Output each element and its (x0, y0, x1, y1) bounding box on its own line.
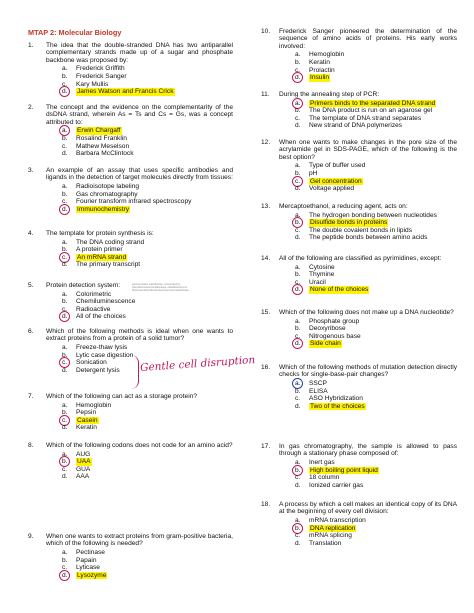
option-b[interactable]: b. UAA (62, 458, 233, 466)
option-list (62, 183, 233, 213)
question-8 (28, 442, 233, 481)
question-text: When one wants to make changes in the pore size of the acrylamide gel in SDS-PAGE, which of the following is the best option? (279, 139, 457, 161)
highlighted-answer: Casein (77, 416, 98, 424)
option-a[interactable]: a. Type of buffer used (295, 162, 366, 170)
option-a[interactable]: a. Pectinase (62, 548, 105, 556)
option-a[interactable]: a. SSCP (295, 380, 457, 388)
option-b[interactable]: b. DNA replication (295, 524, 457, 532)
option-c[interactable]: c. Kary Mullis (62, 80, 109, 88)
highlighted-answer: Two of the choices (310, 402, 365, 410)
option-a[interactable]: a. AUG (62, 450, 91, 458)
option-d[interactable]: d. James Watson and Francis Crick (62, 88, 233, 96)
highlighted-answer: Immunochemistry (77, 205, 130, 213)
margin-note: Gamma-linked, carbohydrate, cross-linked by, Chemiluminescence/radiopaque, radiolabel/enzyme. Fluorescent/chemiluminescence/enzyme/radioisotope. (132, 283, 190, 292)
question-text: Which of the following does not make up a DNA nucleotide? (279, 309, 454, 316)
option-list (295, 459, 457, 489)
question-number: 11. (261, 91, 270, 98)
answer-circle (292, 284, 303, 295)
option-list (295, 317, 457, 347)
question-number: 10. (261, 28, 271, 35)
option-a[interactable]: a. mRNA transcription (295, 516, 366, 524)
option-a[interactable]: a. The DNA coding strand (62, 238, 145, 246)
question-text: During the annealing step of PCR: (279, 91, 380, 98)
option-d[interactable]: d. New strand of DNA polymerizes (295, 122, 403, 130)
option-d[interactable]: d. Keratin (62, 424, 97, 432)
handwritten-note: Gentle cell disruption (139, 353, 256, 375)
question-3 (28, 167, 233, 213)
highlighted-answer: An mRNA strand (77, 253, 127, 261)
question-7 (28, 393, 233, 432)
highlighted-answer: Erwin Chargaff (77, 127, 121, 135)
question-10 (261, 28, 457, 82)
option-list (295, 162, 457, 192)
option-list (295, 99, 457, 129)
question-text: When one wants to extract proteins from gram-positive bacteria, which of the following is needed? (46, 533, 233, 548)
question-text: A process by which a cell makes an identical copy of its DNA at the beginning of every cell division: (279, 501, 457, 516)
question-text: The template for protein synthesis is: (46, 230, 154, 237)
option-d[interactable]: d. Detergent lysis (62, 366, 120, 374)
question-number: 8. (28, 442, 34, 449)
highlighted-answer: James Watson and Francis Crick (77, 88, 174, 96)
option-c[interactable]: c. Gel concentration (295, 177, 457, 185)
option-d[interactable]: d. The primary transcript (62, 261, 141, 269)
option-a[interactable]: a. Erwin Chargaff (62, 127, 233, 135)
question-number: 12. (261, 139, 271, 146)
option-b[interactable]: b. ELISA (295, 387, 328, 395)
option-list (62, 127, 233, 157)
option-d[interactable]: d. None of the choices (295, 286, 457, 294)
option-a[interactable]: a. Hemoglobin (62, 401, 112, 409)
question-text: Frederick Sanger pioneered the determination of the sequence of amino acids of proteins. His early works involved: (279, 28, 457, 50)
question-text: Mercaptoethanol, a reducing agent, acts on: (279, 203, 408, 210)
question-text: The concept and the evidence on the complementarity of the dsDNA strand, wherein As = Ts and Cs = Gs, was a concept attributed to: (46, 104, 233, 126)
answer-circle (292, 338, 303, 349)
highlighted-answer: Gel concentration (310, 177, 362, 185)
question-4 (28, 230, 233, 269)
answer-circle (59, 311, 70, 322)
option-list (295, 263, 457, 293)
question-12 (261, 139, 457, 193)
option-d[interactable]: d. Translation (295, 539, 342, 547)
option-c[interactable]: c. Mathew Meselson (62, 142, 130, 150)
option-c[interactable]: c. Nitrogenous base (295, 332, 361, 340)
question-text: Protein detection system: (46, 282, 121, 289)
question-text: In gas chromatography, the sample is allowed to pass through a stationary phase composed of: (279, 443, 457, 458)
option-b[interactable]: b. Frederick Sanger (62, 72, 127, 80)
option-d[interactable]: d. Two of the choices (295, 402, 365, 410)
question-text: The idea that the double-stranded DNA has two antiparallel complementary strands made up of a sugar and phosphate backbone was proposed by: (46, 42, 233, 64)
option-b[interactable]: b. Lytic case digestion (62, 351, 134, 359)
option-a[interactable]: a. Colorimetric (62, 290, 112, 298)
question-number: 17. (261, 443, 271, 450)
option-a[interactable]: a. The hydrogen bonding between nucleotides (295, 211, 437, 219)
option-d[interactable]: d. Immunochemistry (62, 206, 233, 214)
highlighted-answer: None of the choices (310, 286, 369, 294)
option-list (295, 517, 457, 547)
option-b[interactable]: b. High boiling point liquid (295, 466, 457, 474)
question-number: 1. (28, 42, 34, 49)
question-number: 14. (261, 255, 271, 262)
question-text: Which of the following can act as a storage protein? (46, 393, 198, 400)
option-b[interactable]: b. Deoxyribose (295, 325, 346, 333)
question-16 (261, 364, 457, 410)
question-text: Which of the following methods of mutation detection directly checks for single-base-pair changes? (279, 364, 457, 379)
option-c[interactable]: c. Casein (62, 417, 233, 425)
question-18 (261, 501, 457, 547)
question-number: 9. (28, 533, 34, 540)
answer-circle (59, 86, 70, 97)
option-c[interactable]: c. Fourier transform infrared spectroscopy (62, 198, 192, 206)
question-13 (261, 203, 457, 242)
page-title: MTAP 2: Molecular Biology (28, 28, 122, 37)
option-d[interactable]: d. Ionized carrier gas (295, 481, 364, 489)
option-c[interactable]: c. GUA (62, 465, 91, 473)
question-number: 4. (28, 230, 34, 237)
option-list (295, 380, 457, 410)
option-a[interactable]: a. Freeze-thaw lysis (62, 343, 128, 351)
option-b[interactable]: b. Chemiluminescence (62, 298, 136, 306)
question-number: 5. (28, 282, 34, 289)
option-b[interactable]: b. A protein primer (62, 246, 123, 254)
option-d[interactable]: d. AAA (62, 473, 90, 481)
highlighted-answer: Primers binds to the separated DNA strand (310, 99, 436, 107)
answer-circle (59, 570, 70, 581)
option-list (62, 290, 233, 320)
highlighted-answer: Side chain (310, 340, 341, 348)
option-b[interactable]: b. The DNA product is run on an agarose gel (295, 107, 433, 115)
option-c[interactable]: c. The template of DNA strand separates (295, 114, 422, 122)
question-text: An example of an assay that uses specific antibodies and ligands in the detection of target molecules directly from tissues: (46, 167, 233, 182)
question-number: 2. (28, 104, 34, 111)
option-d[interactable]: d. Side chain (295, 340, 457, 348)
question-text: Which of the following methods is ideal when one wants to extract proteins from a protein of a solid tumor? (46, 328, 233, 343)
option-list (62, 65, 233, 95)
answer-circle (292, 72, 303, 83)
option-list (62, 238, 233, 268)
option-c[interactable]: c. The double covalent bonds in lipids (295, 226, 413, 234)
option-c[interactable]: c. An mRNA strand (62, 254, 233, 262)
question-14 (261, 255, 457, 294)
option-list (295, 51, 457, 81)
question-number: 16. (261, 364, 271, 371)
option-b[interactable]: b. Papain (62, 556, 97, 564)
option-c[interactable]: c. Lyticase (62, 564, 100, 572)
answer-circle (59, 204, 70, 215)
option-b[interactable]: b. Thymine (295, 271, 335, 279)
option-b[interactable]: b. Rosalind Franklin (62, 134, 127, 142)
question-11 (261, 91, 457, 130)
option-list (62, 549, 233, 579)
option-d[interactable]: d. Lysozyme (62, 572, 233, 580)
option-c[interactable]: c. Prolactin (295, 66, 335, 74)
option-c[interactable]: c. 18 column (295, 474, 340, 482)
option-a[interactable]: a. Primers binds to the separated DNA strand (295, 99, 457, 107)
question-number: 3. (28, 167, 34, 174)
option-list (62, 401, 233, 431)
option-c[interactable]: c. ASO Hybridization (295, 395, 363, 403)
highlighted-answer: Disulfide bonds in proteins (310, 219, 388, 227)
question-number: 6. (28, 328, 34, 335)
option-d[interactable]: d. The peptide bonds between amino acids (295, 234, 428, 242)
option-c[interactable]: c. mRNA splicing (295, 532, 352, 540)
question-15 (261, 309, 457, 348)
question-number: 18. (261, 501, 271, 508)
option-a[interactable]: a. Phosphate group (295, 317, 360, 325)
option-a[interactable]: a. Hemoglobin (295, 51, 345, 59)
highlighted-answer: Lysozyme (77, 571, 107, 579)
highlighted-answer: High boiling point liquid (310, 466, 378, 474)
question-number: 7. (28, 393, 34, 400)
option-d[interactable]: d. Barbara McClintock (62, 150, 134, 158)
option-c[interactable]: c. Sonication (62, 359, 233, 367)
question-2 (28, 104, 233, 158)
option-c[interactable]: c. Uracil (295, 278, 326, 286)
option-a[interactable]: a. Cytosine (295, 263, 335, 271)
option-d[interactable]: d. All of the choices (62, 313, 233, 321)
handwritten-bracket (128, 355, 139, 389)
option-list (62, 450, 233, 480)
question-number: 15. (261, 309, 271, 316)
option-b[interactable]: b. pH (295, 169, 318, 177)
question-9 (28, 533, 233, 579)
highlighted-answer: UAA (77, 458, 91, 466)
option-b[interactable]: b. Pepsin (62, 409, 97, 417)
question-number: 13. (261, 203, 271, 210)
option-a[interactable]: a. Radioisotope labeling (62, 182, 140, 190)
option-b[interactable]: b. Keratin (295, 58, 330, 66)
option-c[interactable]: c. Radioactive (62, 305, 111, 313)
option-d[interactable]: d. Insulin (295, 74, 457, 82)
option-a[interactable]: a. Inert gas (295, 458, 335, 466)
option-b[interactable]: b. Disulfide bonds in proteins (295, 219, 457, 227)
question-text: All of the following are classified as pyrimidines, except: (279, 255, 442, 262)
option-d[interactable]: d. Voltage applied (295, 185, 355, 193)
highlighted-answer: Insulin (310, 74, 330, 82)
option-a[interactable]: a. Frederick Griffith (62, 65, 125, 73)
question-17 (261, 443, 457, 489)
option-list (295, 211, 457, 241)
highlighted-answer: DNA replication (310, 524, 356, 532)
question-1 (28, 42, 233, 96)
option-b[interactable]: b. Gas chromatography (62, 190, 138, 198)
question-text: Which of the following codons does not code for an amino acid? (46, 442, 233, 449)
